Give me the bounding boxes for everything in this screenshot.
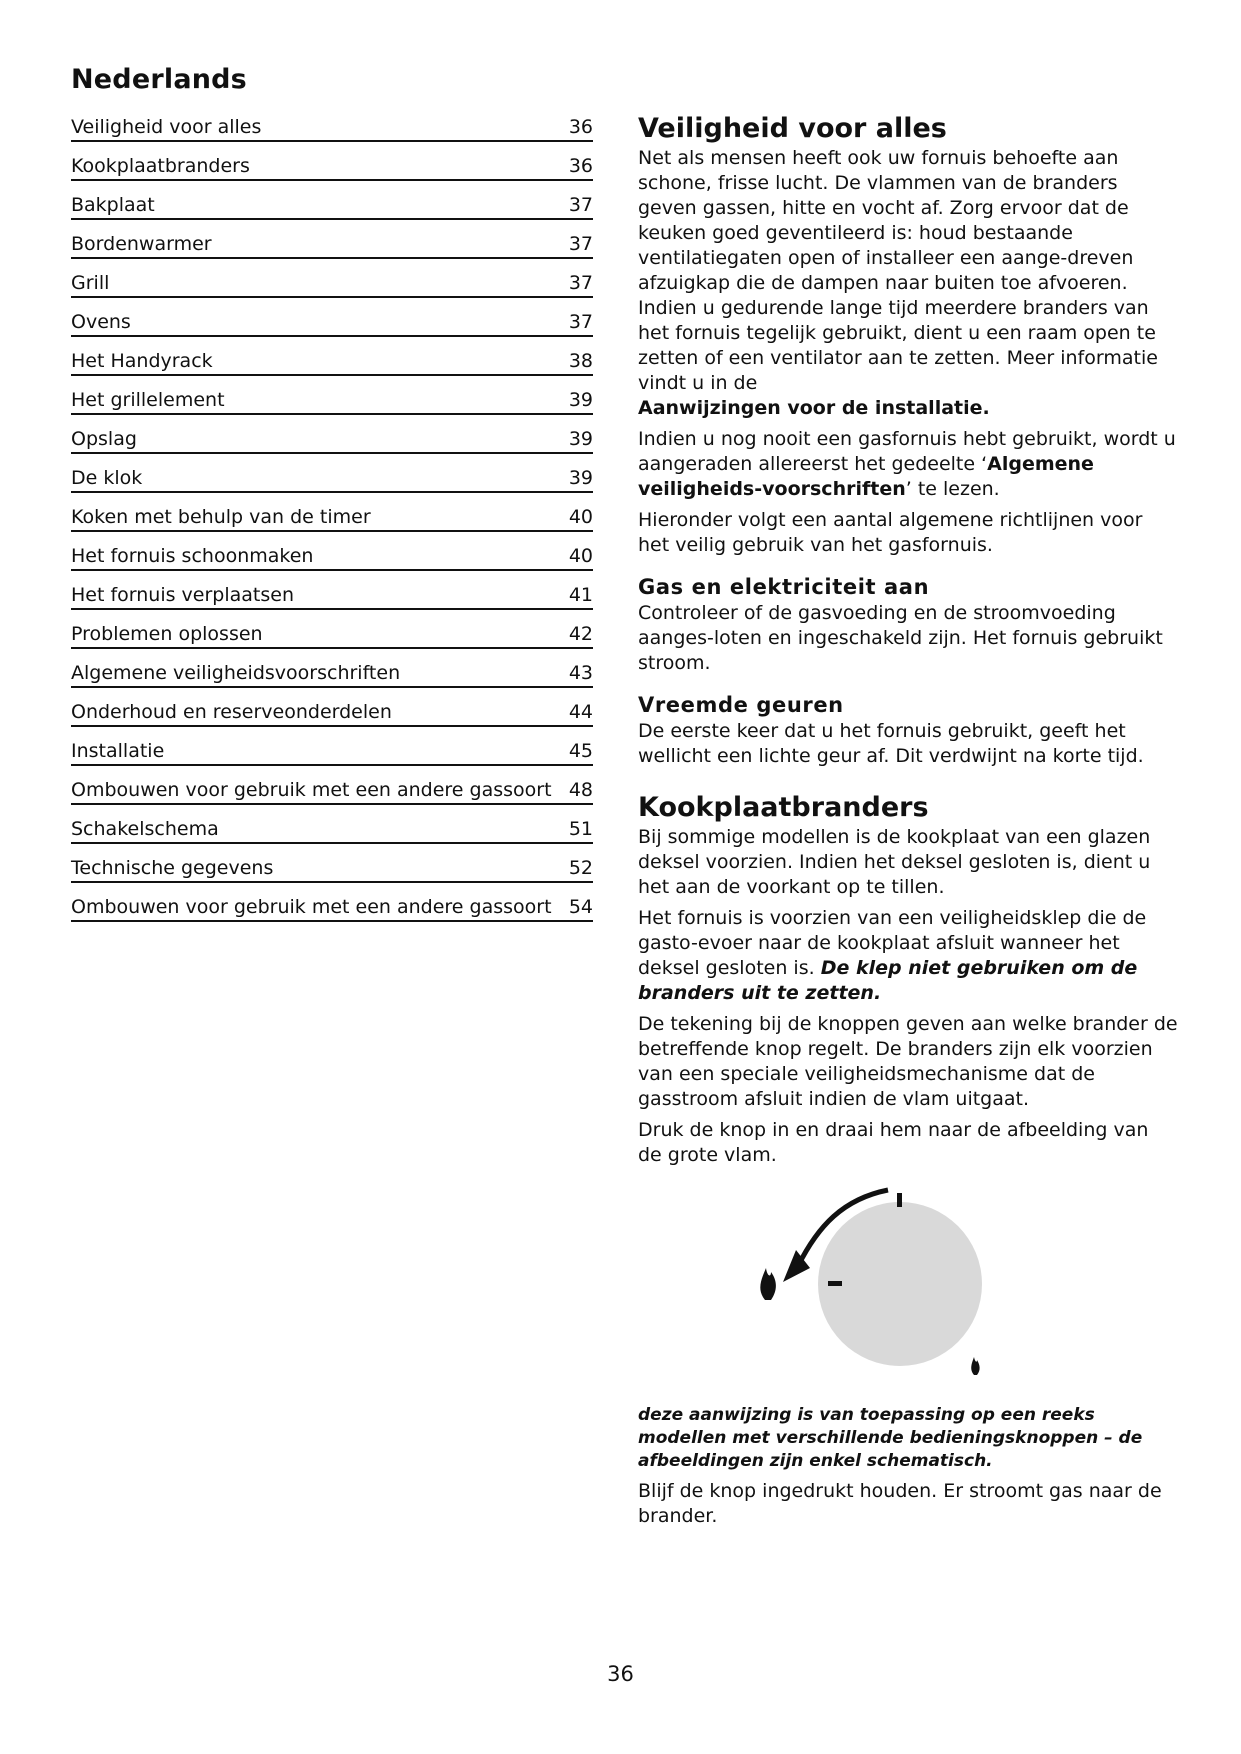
toc-entry-label: Ovens <box>71 311 131 334</box>
toc-entry-page: 36 <box>568 155 593 178</box>
burners-paragraph-4: Druk de knop in en draai hem naar de afbeelding van de grote vlam. <box>638 1119 1149 1166</box>
figure-note: deze aanwijzing is van toepassing op een reeks modellen met verschillende bedieningsknoppen – de afbeeldingen zijn enkel schematisch. <box>638 1405 1143 1471</box>
toc-entry-label: Koken met behulp van de timer <box>71 506 371 529</box>
toc-entry-page: 45 <box>568 739 593 762</box>
toc-entry-label: Grill <box>71 272 110 295</box>
toc-entry <box>71 534 593 571</box>
burners-paragraph-3: De tekening bij de knoppen geven aan welke brander de betreffende knop regelt. De branders zijn elk voorzien van een speciale veiligheidsmechanisme dat de gasstroom afsluit indien de vlam uitgaat. <box>638 1013 1178 1110</box>
toc-entry <box>71 846 593 883</box>
toc-entry-label: Onderhoud en reserveonderdelen <box>71 700 392 723</box>
toc-entry-page: 51 <box>568 817 593 840</box>
toc-entry-label: Het Handyrack <box>71 350 213 373</box>
small-flame-icon <box>971 1357 979 1375</box>
knob-top-tick <box>897 1193 902 1207</box>
toc-entry <box>71 885 593 922</box>
safety-paragraph-3: Hieronder volgt een aantal algemene richtlijnen voor het veilig gebruik van het gasfornuis. <box>638 509 1143 556</box>
safety-p2-text: Indien u nog nooit een gasfornuis hebt gebruikt, wordt u aangeraden allereerst het gedeelte ‘ <box>638 428 1176 475</box>
toc-entry-label: Het fornuis verplaatsen <box>71 584 295 606</box>
toc-entry-label: Bakplaat <box>71 194 155 217</box>
toc-entry <box>71 807 593 844</box>
toc-entry-page: 41 <box>568 584 593 606</box>
toc-entry-page: 39 <box>568 467 593 490</box>
safety-p1-bold: Aanwijzingen voor de installatie. <box>638 397 990 419</box>
section-heading-smell: Vreemde geuren <box>638 693 844 717</box>
toc-entry <box>71 378 593 415</box>
toc-entry-page: 38 <box>568 350 593 373</box>
toc-entry <box>71 222 593 259</box>
toc-entry-label: Technische gegevens <box>71 856 274 879</box>
toc-entry-page: 39 <box>568 389 593 412</box>
toc-entry-label: Veiligheid voor alles <box>71 116 262 139</box>
toc-entry-label: Problemen oplossen <box>71 622 263 645</box>
toc-entry-label: Installatie <box>71 739 165 762</box>
toc-entry-page: 48 <box>568 778 593 801</box>
toc-entry-page: 37 <box>568 311 593 334</box>
burners-paragraph-2 <box>638 906 1178 1006</box>
toc-entry <box>71 183 593 220</box>
safety-p1-text: Net als mensen heeft ook uw fornuis behoefte aan schone, frisse lucht. De vlammen van de branders geven gassen, hitte en vocht af. Zorg ervoor dat de keuken goed geventileerd is: houd bestaande ventilatiegaten open of installeer een aange-dreven afzuigkap die de dampen naar buiten toe afvoeren. Indien u gedurende lange tijd meerdere branders van het fornuis tegelijk gebruikt, dient u een raam open te zetten of een ventilator aan te zetten. Meer informatie vindt u in de <box>638 147 1158 394</box>
toc-entry <box>71 144 593 181</box>
toc-title: Nederlands <box>71 64 247 95</box>
safety-paragraph-1 <box>638 146 1178 421</box>
toc-entry <box>71 456 593 493</box>
burners-p2-text: Het fornuis is voorzien van een veiligheidsklep die de gasto-evoer naar de kookplaat afsluit wanneer het deksel gesloten is. <box>638 907 1147 979</box>
toc-entry <box>71 105 593 142</box>
safety-p2-end: ’ te lezen. <box>905 478 1000 500</box>
burners-paragraph-5: Blijf de knop ingedrukt houden. Er stroomt gas naar de brander. <box>638 1480 1162 1527</box>
toc-entry-label: Algemene veiligheidsvoorschriften <box>71 661 401 684</box>
knob-left-tick <box>828 1281 842 1286</box>
toc-entry-label: Ombouwen voor gebruik met een andere gassoort <box>71 895 552 918</box>
toc-entry-page: 40 <box>568 545 593 568</box>
toc-entry-page: 40 <box>568 506 593 529</box>
page-number: 36 <box>607 1662 634 1686</box>
toc-entry-label: Ombouwen voor gebruik met een andere gassoort <box>71 778 552 801</box>
burners-paragraph-1: Bij sommige modellen is de kookplaat van een glazen deksel voorzien. Indien het deksel gesloten is, dient u het aan de voorkant op te tillen. <box>638 826 1151 898</box>
toc-entry <box>71 417 593 454</box>
toc-entry-label: De klok <box>71 467 143 490</box>
burners-p2-emphasis: De klep niet gebruiken om de branders uit te zetten. <box>638 957 1138 1004</box>
toc-entry <box>71 651 593 688</box>
toc-entry-label: Opslag <box>71 428 137 451</box>
toc-entry-page: 37 <box>568 194 593 217</box>
toc-entry-label: Het grillelement <box>71 389 225 412</box>
large-flame-icon <box>760 1268 776 1300</box>
toc-entry-label: Het fornuis schoonmaken <box>71 545 314 568</box>
toc-entry <box>71 261 593 298</box>
safety-p2-bold: Algemene veiligheids-voorschriften <box>638 453 1094 500</box>
toc-entry <box>71 729 593 766</box>
toc-entry-page: 52 <box>568 856 593 879</box>
section-heading-burners: Kookplaatbranders <box>638 792 929 823</box>
toc-entry-label: Schakelschema <box>71 817 219 840</box>
toc-entry-label: Kookplaatbranders <box>71 155 250 178</box>
toc-entry-page: 42 <box>568 622 593 645</box>
toc-entry-page: 39 <box>568 428 593 451</box>
gas-paragraph: Controleer of de gasvoeding en de stroomvoeding aanges-loten en ingeschakeld zijn. Het fornuis gebruikt stroom. <box>638 602 1163 674</box>
knob-circle <box>818 1202 982 1366</box>
toc-entry <box>71 573 593 610</box>
toc-entry <box>71 300 593 337</box>
knob-figure <box>638 1174 1178 1404</box>
toc-entry-page: 54 <box>568 895 593 918</box>
toc-entry <box>71 339 593 376</box>
toc-entry-page: 44 <box>568 700 593 723</box>
smell-paragraph: De eerste keer dat u het fornuis gebruikt, geeft het wellicht een lichte geur af. Dit verdwijnt na korte tijd. <box>638 720 1144 767</box>
section-heading-gas: Gas en elektriciteit aan <box>638 575 930 599</box>
safety-paragraph-2 <box>638 427 1178 502</box>
section-heading-safety: Veiligheid voor alles <box>638 113 947 144</box>
toc-entry <box>71 768 593 805</box>
toc-entry <box>71 612 593 649</box>
toc-entry-page: 37 <box>568 272 593 295</box>
toc-entry-label: Bordenwarmer <box>71 233 212 256</box>
toc-entry-page: 43 <box>568 661 593 684</box>
toc-list <box>71 105 593 922</box>
toc-entry-page: 36 <box>568 116 593 139</box>
toc-entry <box>71 690 593 727</box>
table-of-contents <box>71 64 593 924</box>
content-column <box>638 112 1178 1535</box>
toc-entry-page: 37 <box>568 233 593 256</box>
toc-entry <box>71 495 593 532</box>
